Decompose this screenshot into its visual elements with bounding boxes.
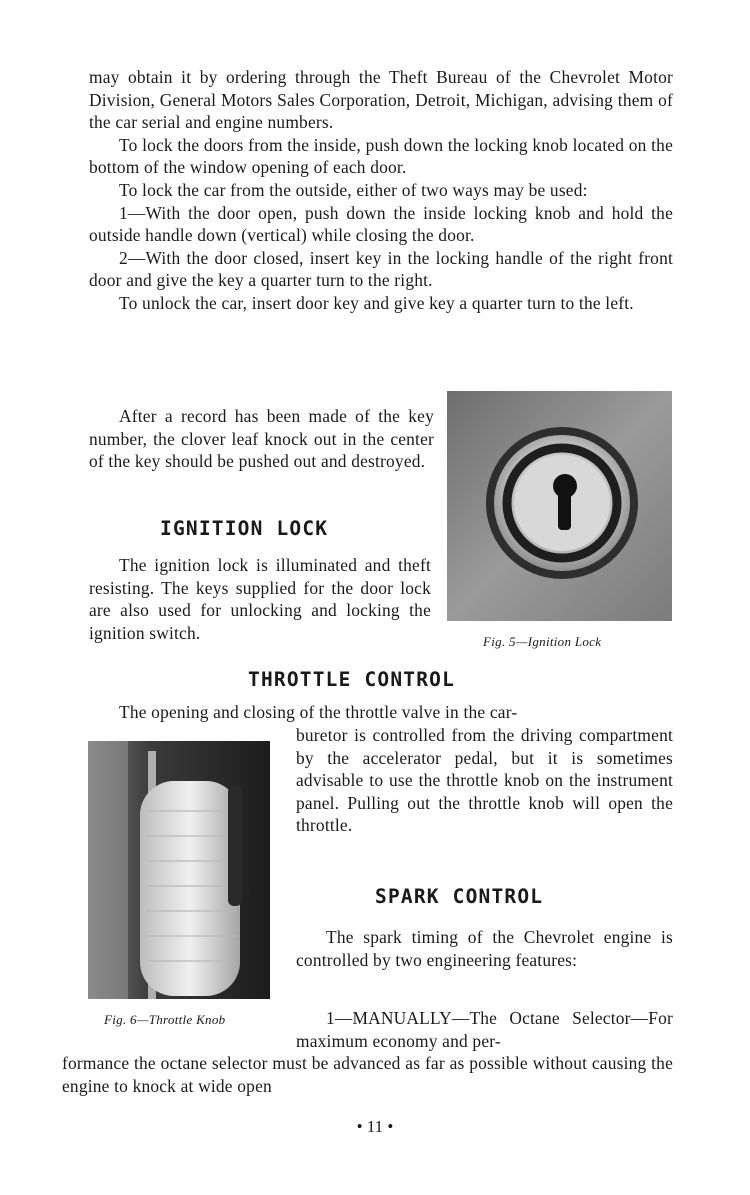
key-destroy-text: After a record has been made of the key number, the clover leaf knock out in the center of the key should be pushed out and destroyed. bbox=[89, 406, 434, 472]
body-paragraph: To lock the doors from the inside, push down the locking knob located on the bottom of the window opening of each door. bbox=[89, 134, 673, 178]
body-paragraph: 2—With the door closed, insert key in the locking handle of the right front door and give the key a quarter turn to the right. bbox=[89, 247, 673, 291]
spark-control-heading: SPARK CONTROL bbox=[375, 885, 544, 908]
spark-paragraph bbox=[296, 926, 673, 971]
ignition-lock-photo bbox=[447, 391, 672, 621]
throttle-paragraph bbox=[296, 724, 673, 837]
manual-octane-paragraph bbox=[296, 1007, 673, 1052]
throttle-lead bbox=[89, 701, 673, 724]
ignition-lock-paragraph bbox=[89, 554, 431, 644]
octane-tail-text: formance the octane selector must be advanced as far as possible without causing the engine to knock at wide open bbox=[62, 1053, 673, 1096]
ignition-lock-text: The ignition lock is illuminated and theft resisting. The keys supplied for the door lock are also used for unlocking and locking the ignition switch. bbox=[89, 555, 431, 643]
key-destroy-paragraph bbox=[89, 405, 434, 473]
octane-tail-paragraph bbox=[62, 1052, 673, 1097]
fig6-caption: Fig. 6—Throttle Knob bbox=[104, 1012, 226, 1027]
throttle-knob-photo bbox=[88, 741, 270, 999]
body-text-top bbox=[89, 66, 673, 315]
throttle-text: buretor is controlled from the driving compartment by the accelerator pedal, but it is sometimes advisable to use the throttle knob on the instrument panel. Pulling out the throttle knob will open the throttle. bbox=[296, 725, 673, 836]
body-paragraph: To unlock the car, insert door key and give key a quarter turn to the left. bbox=[119, 292, 634, 313]
ignition-lock-heading: IGNITION LOCK bbox=[160, 517, 329, 540]
body-paragraph: To lock the car from the outside, either of two ways may be used: bbox=[119, 179, 588, 200]
manual-octane-text: 1—MANUALLY—The Octane Selector—For maximum economy and per- bbox=[296, 1008, 673, 1051]
throttle-control-heading: THROTTLE CONTROL bbox=[248, 668, 456, 691]
body-paragraph: may obtain it by ordering through the Theft Bureau of the Chevrolet Motor Division, General Motors Sales Corporation, Detroit, Michigan, advising them of the car serial and engine numbers. bbox=[89, 67, 673, 133]
spark-text: The spark timing of the Chevrolet engine is controlled by two engineering features: bbox=[296, 927, 673, 970]
body-paragraph: 1—With the door open, push down the inside locking knob and hold the outside handle down (vertical) while closing the door. bbox=[89, 202, 673, 246]
page-number: • 11 • bbox=[356, 1117, 394, 1136]
fig5-caption: Fig. 5—Ignition Lock bbox=[483, 634, 602, 649]
throttle-lead-text: The opening and closing of the throttle valve in the car- bbox=[119, 702, 518, 722]
